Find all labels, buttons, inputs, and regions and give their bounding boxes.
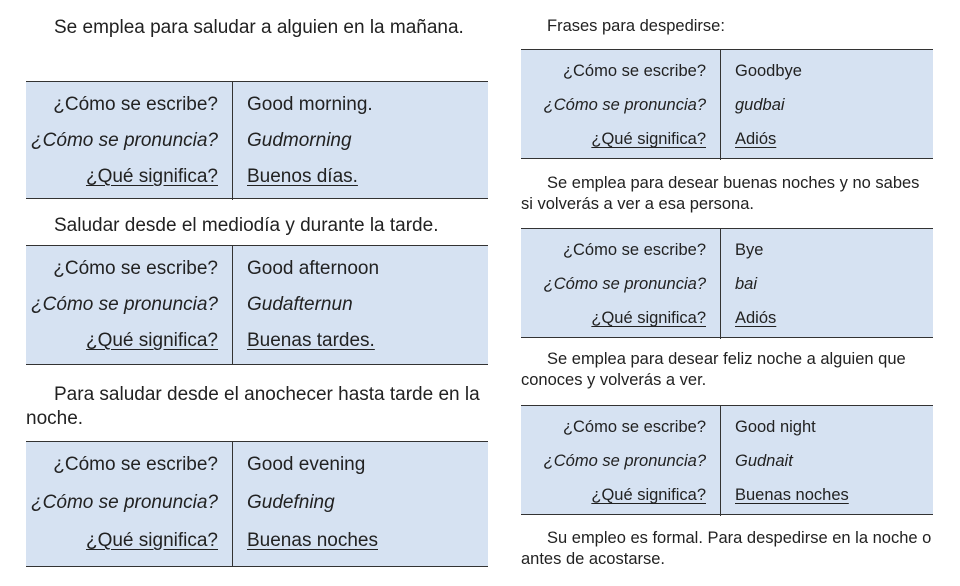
paragraph-formal-use: Su empleo es formal. Para despedirse en la noche o antes de acostarse. xyxy=(521,529,932,568)
label-meaning: ¿Qué significa? xyxy=(521,301,721,339)
paragraph-bye: Se emplea para desear buenas noches y no sabes si volverás a ver a esa persona. xyxy=(521,174,920,213)
value-write: Bye xyxy=(735,241,764,259)
label-meaning: ¿Qué significa? xyxy=(26,159,233,200)
value-write: Good evening xyxy=(247,454,366,475)
label-write: ¿Cómo se escribe? xyxy=(26,82,233,123)
value-meaning: Adiós xyxy=(735,130,777,148)
value-meaning: Buenas tardes. xyxy=(247,330,375,351)
label-pronounce: ¿Cómo se pronuncia? xyxy=(26,123,233,159)
value-meaning: Buenas noches xyxy=(247,530,378,551)
value-pronounce: Gudefning xyxy=(247,492,335,513)
table-goodbye xyxy=(521,49,933,159)
paragraph-evening: Para saludar desde el anochecer hasta tarde en la noche. xyxy=(26,384,480,429)
value-meaning: Buenas noches xyxy=(735,486,849,504)
label-meaning: ¿Qué significa? xyxy=(521,478,721,516)
label-write: ¿Cómo se escribe? xyxy=(26,246,233,287)
table-good-evening xyxy=(26,441,488,567)
value-meaning: Adiós xyxy=(735,309,777,327)
value-meaning: Buenos días. xyxy=(247,166,358,187)
label-pronounce: ¿Cómo se pronuncia? xyxy=(521,267,721,301)
label-write: ¿Cómo se escribe? xyxy=(521,229,721,267)
value-pronounce: Gudmorning xyxy=(247,130,352,151)
value-write: Goodbye xyxy=(735,62,802,80)
label-pronounce: ¿Cómo se pronuncia? xyxy=(521,88,721,122)
table-good-afternoon xyxy=(26,245,488,365)
table-good-night xyxy=(521,405,933,515)
value-write: Good afternoon xyxy=(247,258,380,279)
value-pronounce: bai xyxy=(735,275,758,293)
table-good-morning xyxy=(26,81,488,199)
value-write: Good morning. xyxy=(247,94,373,115)
label-pronounce: ¿Cómo se pronuncia? xyxy=(26,287,233,323)
paragraph-afternoon: Saludar desde el mediodía y durante la tarde. xyxy=(54,215,439,236)
label-meaning: ¿Qué significa? xyxy=(26,323,233,364)
value-pronounce: Gudnait xyxy=(735,452,793,470)
paragraph-morning: Se emplea para saludar a alguien en la mañana. xyxy=(54,17,464,38)
value-write: Good night xyxy=(735,418,816,436)
paragraph-farewell-intro: Frases para despedirse: xyxy=(547,17,725,35)
table-bye xyxy=(521,228,933,338)
label-meaning: ¿Qué significa? xyxy=(26,523,233,566)
label-write: ¿Cómo se escribe? xyxy=(521,406,721,444)
label-write: ¿Cómo se escribe? xyxy=(26,442,233,485)
value-pronounce: Gudafternun xyxy=(247,294,353,315)
label-meaning: ¿Qué significa? xyxy=(521,122,721,160)
label-pronounce: ¿Cómo se pronuncia? xyxy=(26,485,233,523)
label-write: ¿Cómo se escribe? xyxy=(521,50,721,88)
value-pronounce: gudbai xyxy=(735,96,785,114)
paragraph-good-night: Se emplea para desear feliz noche a alguien que conoces y volverás a ver. xyxy=(521,350,906,389)
label-pronounce: ¿Cómo se pronuncia? xyxy=(521,444,721,478)
